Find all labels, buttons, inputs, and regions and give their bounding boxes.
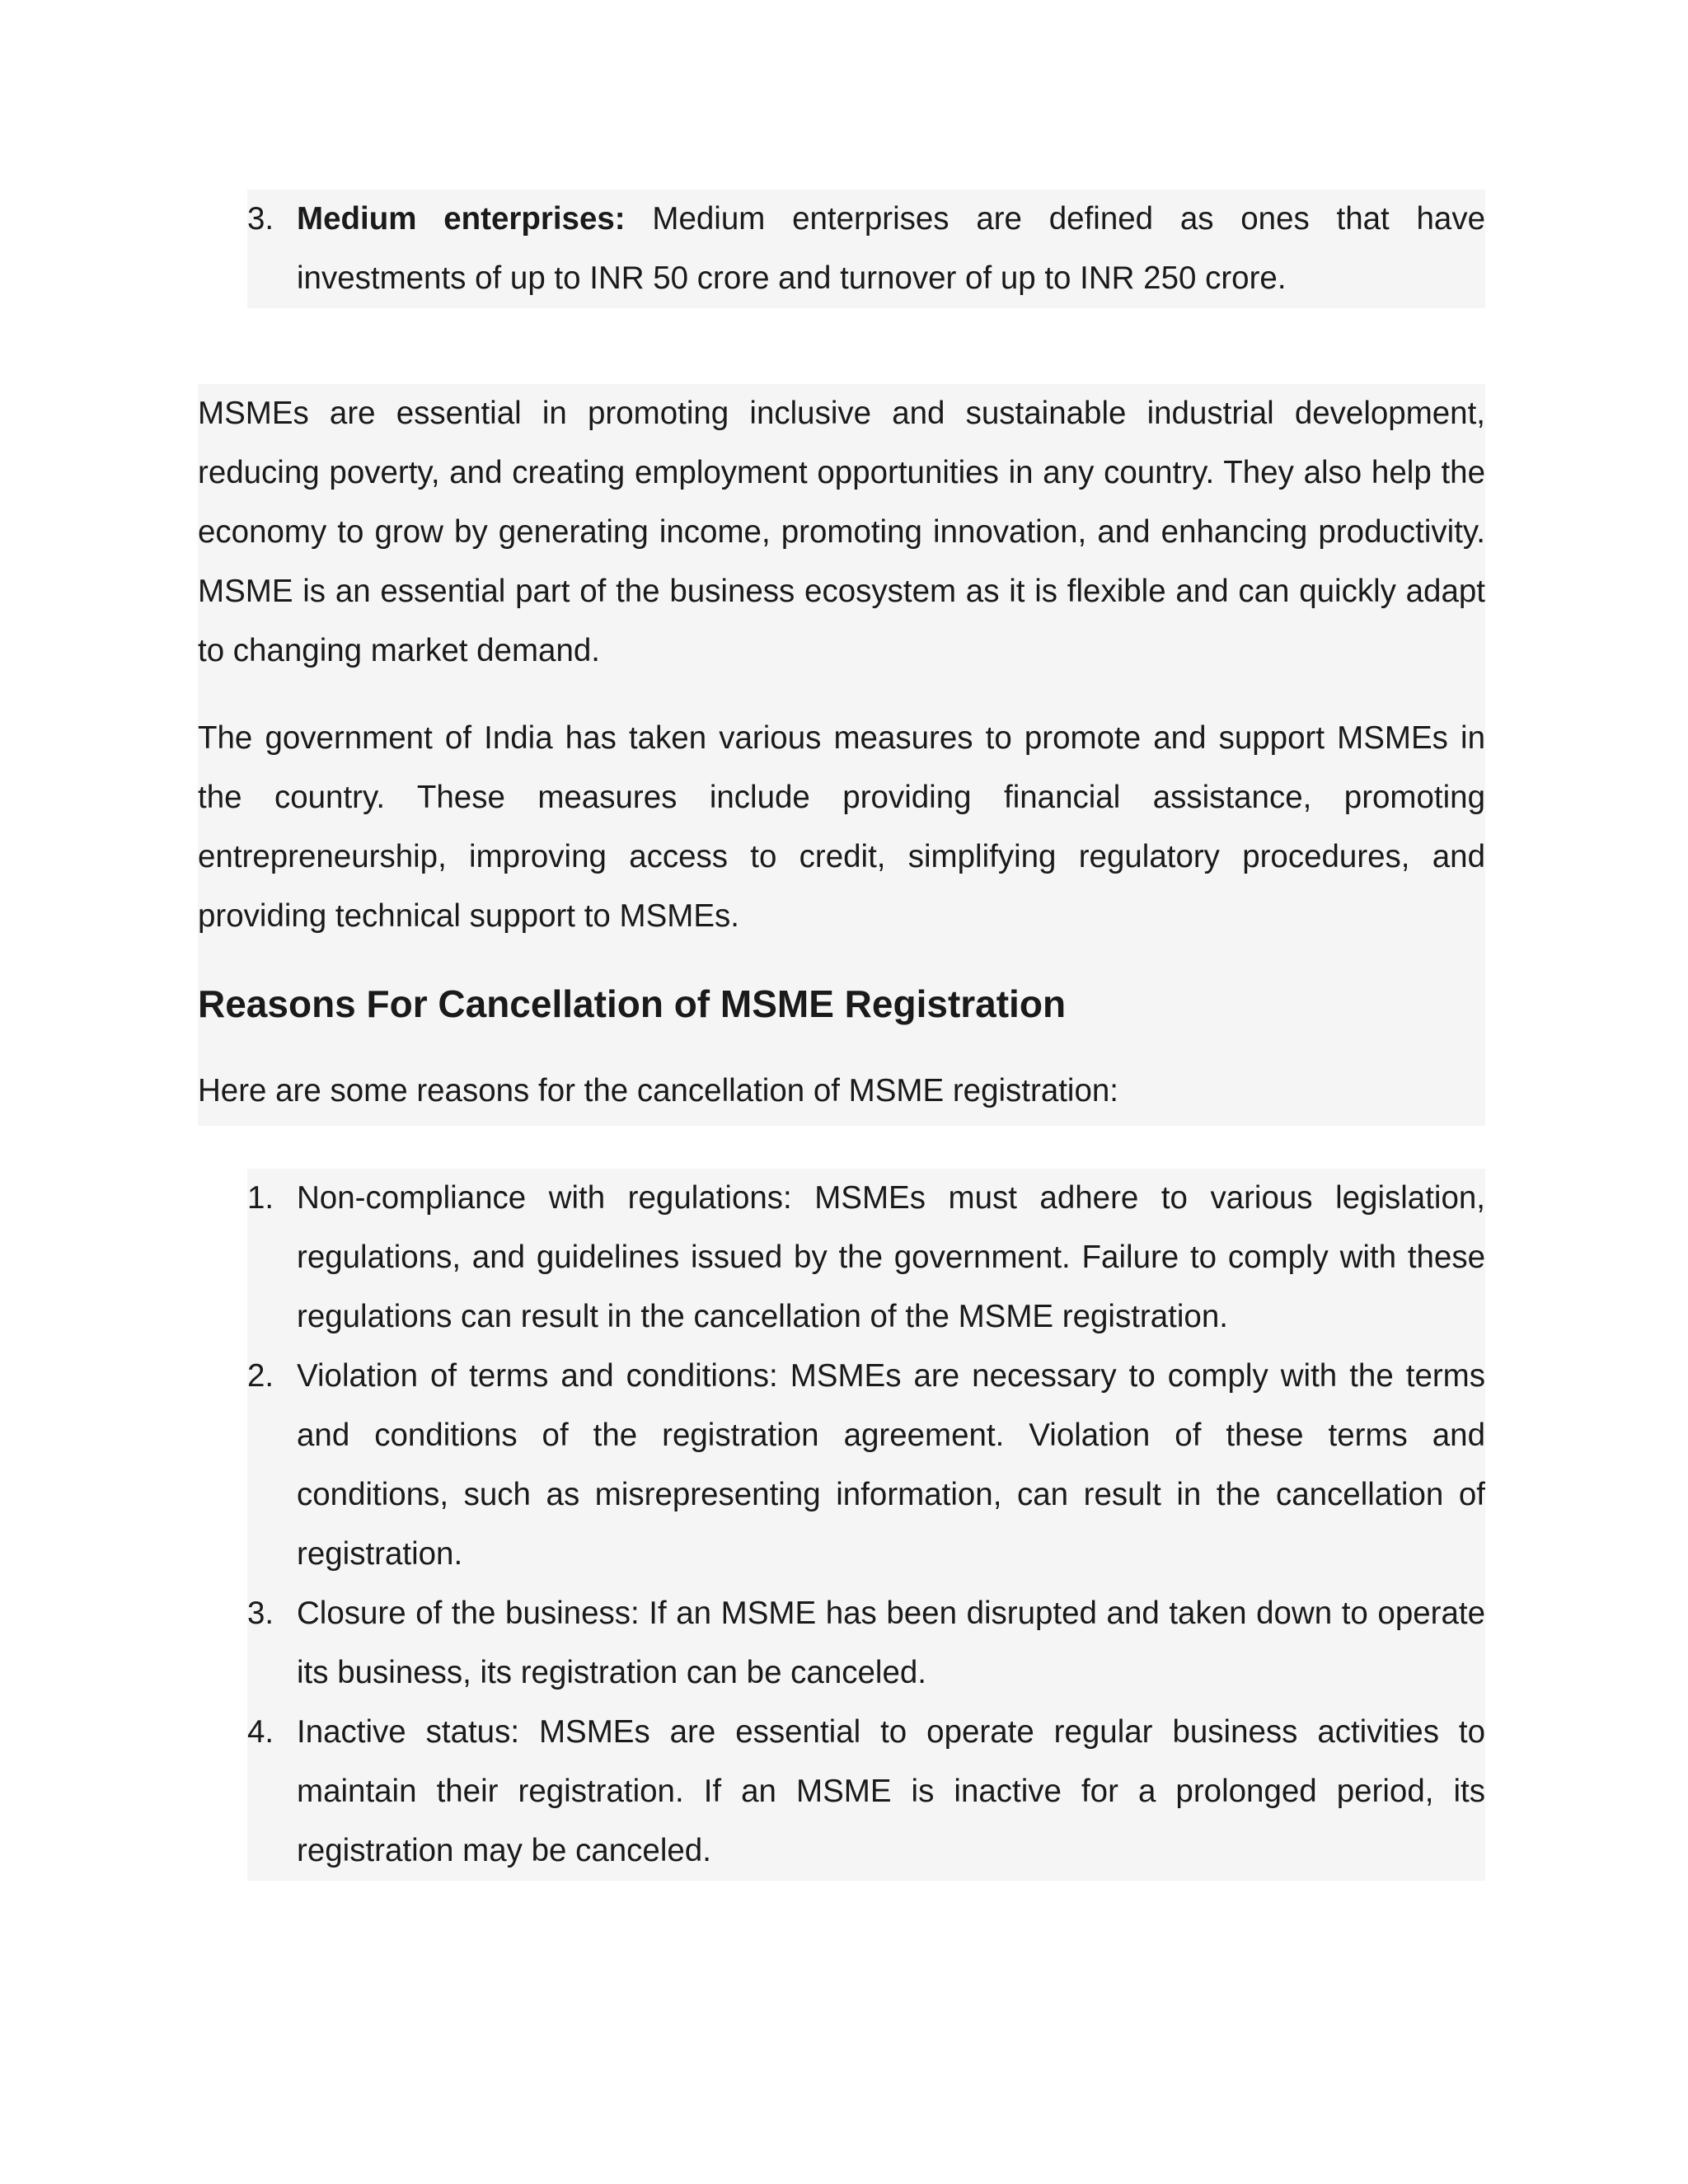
cancellation-reasons-list (247, 1169, 1485, 1881)
list-item (247, 1169, 1485, 1347)
paragraph-block (198, 384, 1485, 1126)
list-item-description: Medium enterprises are defined as ones that have investments of up to INR 50 crore and turnover of up to INR 250 crore. (297, 201, 1485, 296)
list-item (247, 1584, 1485, 1703)
list-item (247, 190, 1485, 308)
list-item-term: Medium enterprises: (297, 201, 626, 237)
list-number: 3. (247, 1596, 274, 1631)
enterprise-types-list (198, 190, 1485, 308)
document-page (198, 190, 1485, 1881)
list-number: 2. (247, 1358, 274, 1394)
list-item-text: Non-compliance with regulations: MSMEs must adhere to various legislation, regulations, and guidelines issued by the government. Failure to comply with these regulations can result in the cancellation of the MSME registration. (297, 1180, 1485, 1334)
list-item-text: Closure of the business: If an MSME has been disrupted and taken down to operate its business, its registration can be canceled. (297, 1596, 1485, 1690)
list-item-text: Violation of terms and conditions: MSMEs are necessary to comply with the terms and conditions of the registration agreement. Violation of these terms and conditions, such as misrepresenting information, can result in the cancellation of registration. (297, 1358, 1485, 1572)
list-number: 4. (247, 1714, 274, 1750)
list-item (247, 1703, 1485, 1881)
list-item-text: Inactive status: MSMEs are essential to operate regular business activities to maintain their registration. If an MSME is inactive for a prolonged period, its registration may be canceled. (297, 1714, 1485, 1868)
paragraph-government-measures: The government of India has taken various measures to promote and support MSMEs in the country. These measures include providing financial assistance, promoting entrepreneurship, improving access to credit, simplifying regulatory procedures, and providing technical support to MSMEs. (198, 720, 1485, 934)
paragraph-msme-importance: MSMEs are essential in promoting inclusive and sustainable industrial development, reducing poverty, and creating employment opportunities in any country. They also help the economy to grow by generating income, promoting innovation, and enhancing productivity. MSME is an essential part of the business ecosystem as it is flexible and can quickly adapt to changing market demand. (198, 396, 1485, 668)
list-number: 1. (247, 1180, 274, 1216)
list-item-text (297, 190, 1485, 308)
section-heading: Reasons For Cancellation of MSME Registration (198, 982, 1067, 1025)
list-number: 3. (247, 201, 274, 237)
section-intro: Here are some reasons for the cancellation of MSME registration: (198, 1073, 1119, 1108)
list-item (247, 1347, 1485, 1584)
